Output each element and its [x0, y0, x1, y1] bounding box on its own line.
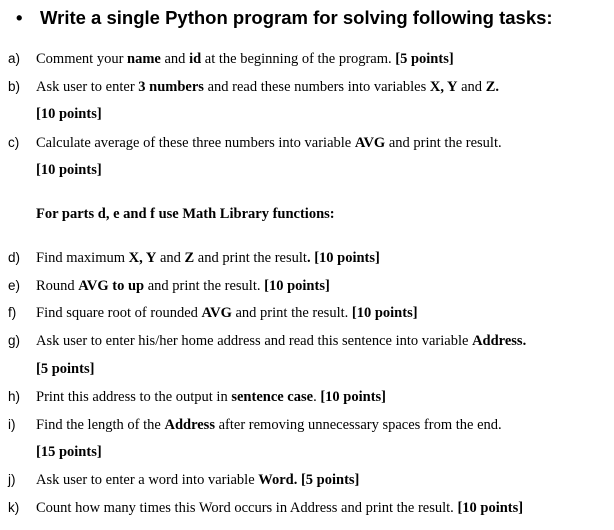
task-e: [8, 278, 330, 295]
task-points: [10 points]: [264, 278, 330, 294]
task-text: and: [457, 79, 486, 95]
task-points: [5 points]: [300, 472, 360, 488]
task-g: [8, 333, 526, 350]
task-bold-text: Word.: [258, 472, 298, 488]
task-label: e): [8, 278, 21, 293]
task-bold-text: .: [522, 333, 527, 349]
task-c-points: [10 points]: [36, 162, 102, 178]
task-label: j): [8, 472, 16, 487]
task-label: g): [8, 333, 21, 348]
task-points: [10 points]: [351, 305, 418, 321]
math-library-note: For parts d, e and f use Math Library functions:: [36, 206, 335, 222]
task-text: Round: [36, 278, 79, 294]
task-text: and print the result.: [231, 305, 352, 321]
task-text: Comment your: [36, 51, 128, 67]
task-text: Find maximum: [36, 250, 129, 266]
task-label: c): [8, 135, 20, 150]
task-points: [10 points]: [310, 250, 380, 266]
task-b: [8, 79, 499, 96]
task-text: Find square root of rounded: [36, 305, 202, 321]
task-label: h): [8, 389, 21, 404]
task-bold-text: AVG: [201, 305, 232, 321]
task-points: [5 points]: [395, 51, 454, 67]
task-text: Print this address to the output in: [36, 389, 232, 405]
task-text: and: [160, 51, 190, 67]
task-j: [8, 472, 359, 489]
task-label: f): [8, 305, 17, 320]
task-text: and print the result.: [144, 278, 265, 294]
task-text: Ask user to enter his/her home address and read this sentence into variable: [36, 333, 473, 349]
task-label: i): [8, 417, 16, 432]
task-text: and read these numbers into variables: [203, 79, 430, 95]
task-bold-text: id: [189, 51, 202, 67]
task-text: and: [156, 250, 185, 266]
task-text: Ask user to enter: [36, 79, 139, 95]
task-g-points: [5 points]: [36, 361, 95, 377]
task-h: [8, 389, 386, 406]
task-bold-text: AVG: [354, 135, 386, 151]
task-text: at the beginning of the program.: [201, 51, 396, 67]
task-text: and print the result: [194, 250, 307, 266]
task-text: Find the length of the: [36, 417, 165, 433]
task-label: k): [8, 500, 20, 515]
task-bold-text: X, Y: [128, 250, 157, 266]
task-bold-text: name: [127, 51, 161, 67]
task-text: Calculate average of these three numbers into variable: [36, 135, 355, 151]
task-label: d): [8, 250, 21, 265]
task-label: a): [8, 51, 21, 66]
task-bold-text: .: [306, 250, 311, 266]
heading-text: Write a single Python program for solving following tasks:: [40, 7, 553, 28]
task-bold-text: Z.: [485, 79, 499, 95]
task-bold-text: Z: [184, 250, 195, 266]
task-i-points: [15 points]: [36, 444, 102, 460]
task-bold-text: 3 numbers: [138, 79, 204, 95]
task-points: [10 points]: [320, 389, 386, 405]
task-f: [8, 305, 418, 322]
task-c: [8, 135, 502, 152]
task-b-points: [10 points]: [36, 106, 102, 122]
task-bold-text: X, Y: [429, 79, 458, 95]
task-text: Count how many times this Word occurs in Address and print the result.: [36, 500, 458, 516]
task-k: [8, 500, 523, 517]
task-i: [8, 417, 502, 434]
bullet-icon: •: [16, 7, 23, 28]
task-points: [10 points]: [457, 500, 524, 516]
task-bold-text: sentence case: [231, 389, 314, 405]
task-bold-text: Address: [472, 333, 523, 349]
task-text: after removing unnecessary spaces from the end.: [214, 417, 502, 433]
task-bold-text: Address: [164, 417, 215, 433]
task-d: [8, 250, 380, 267]
task-a: [8, 51, 454, 68]
task-text: and print the result.: [385, 135, 502, 151]
task-text: .: [313, 389, 321, 405]
task-label: b): [8, 79, 21, 94]
task-text: Ask user to enter a word into variable: [36, 472, 259, 488]
task-bold-text: AVG to up: [78, 278, 145, 294]
assignment-heading: [16, 7, 553, 29]
